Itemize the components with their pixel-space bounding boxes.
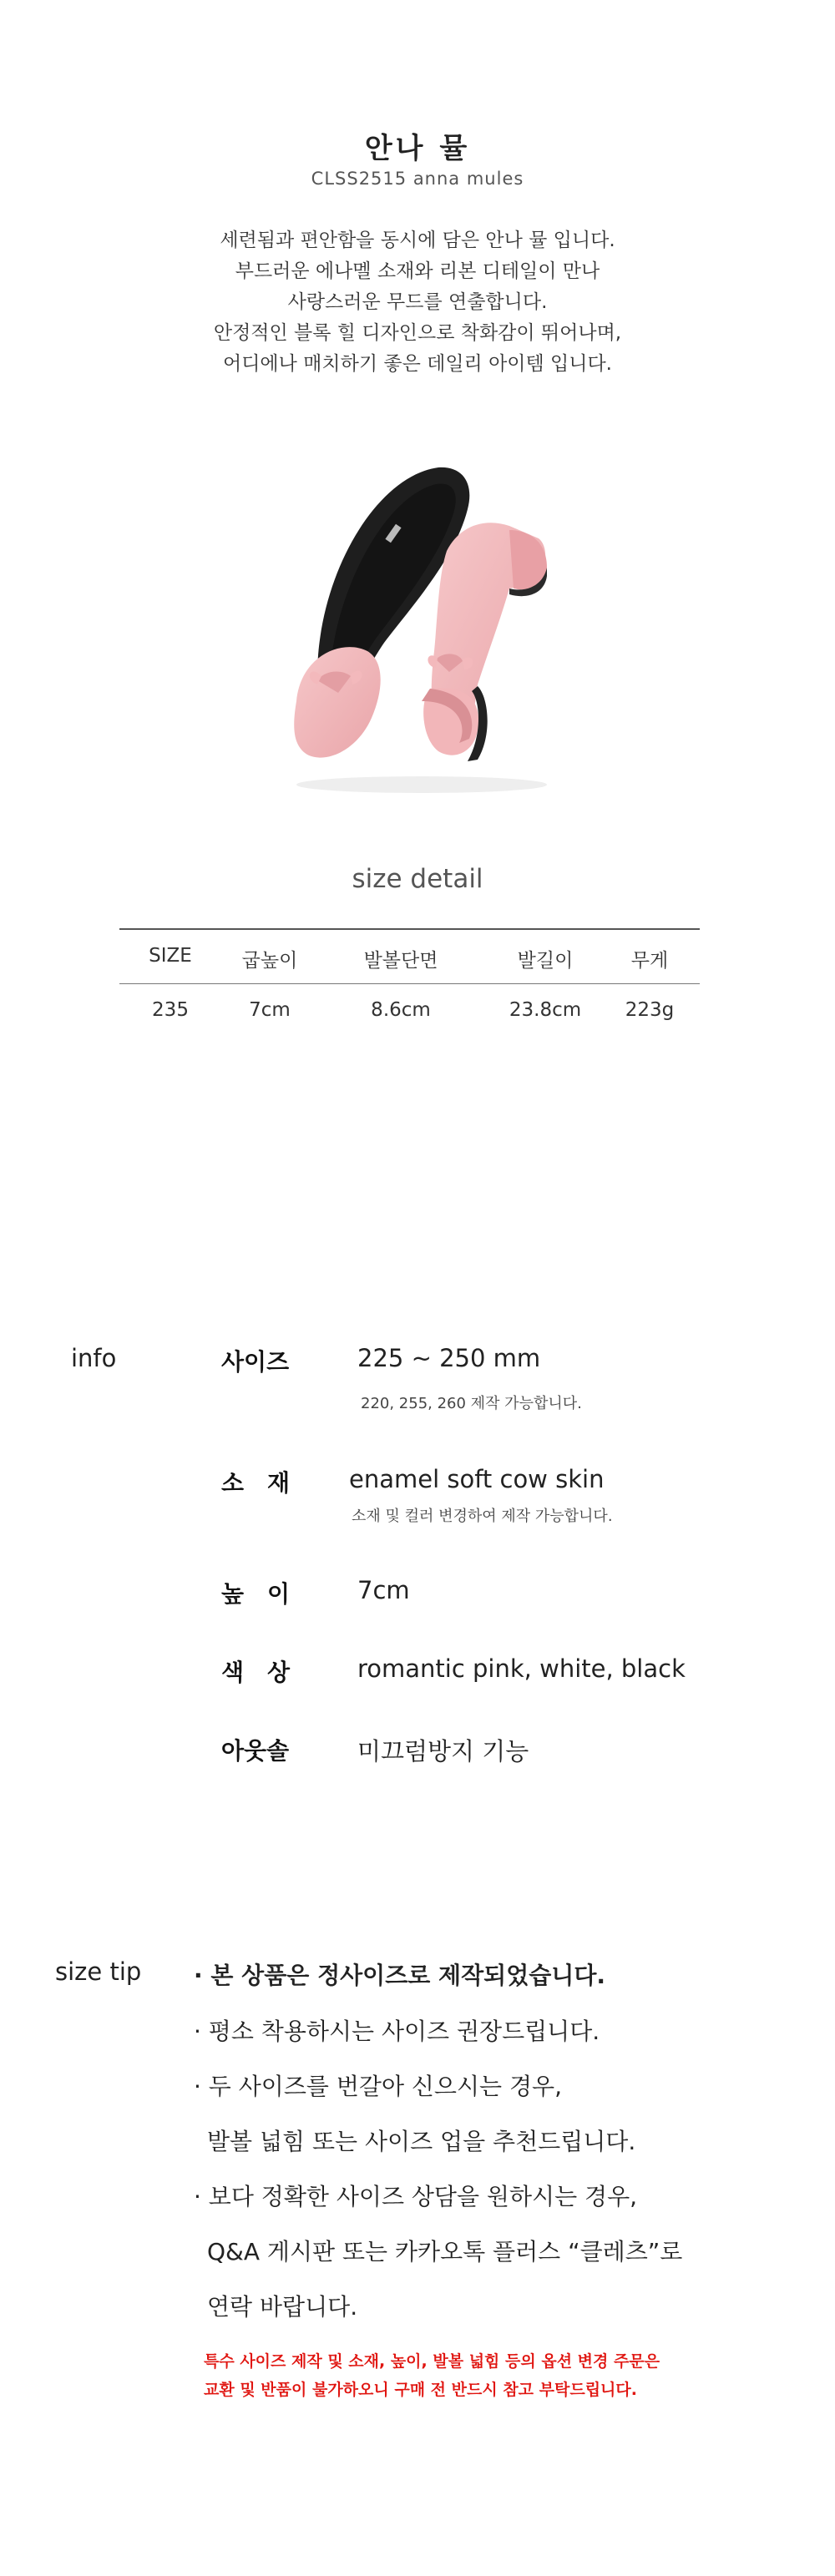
- size-tip-line: Q&A 게시판 또는 카카오톡 플러스 “클레츠”로: [207, 2238, 683, 2265]
- size-tip-line: 발볼 넓힘 또는 사이즈 업을 추천드립니다.: [207, 2128, 636, 2155]
- header-cell: 발볼단면: [363, 950, 438, 972]
- info-value-size: 225 ~ 250 mm: [357, 1344, 541, 1372]
- info-label-size: 사이즈: [221, 1348, 290, 1376]
- table-cell: 23.8cm: [509, 999, 582, 1021]
- description-line: 어디에나 매치하기 좋은 데일리 아이템 입니다.: [222, 353, 612, 375]
- size-tip-line: · 본 상품은 정사이즈로 제작되었습니다.: [194, 1962, 606, 1989]
- size-tip-line: · 보다 정확한 사이즈 상담을 원하시는 경우,: [194, 2183, 638, 2210]
- info-label-height: 높 이: [221, 1580, 291, 1608]
- info-note-material: 소재 및 컬러 변경하여 제작 가능합니다.: [352, 1508, 613, 1525]
- table-cell: 7cm: [249, 999, 291, 1021]
- table-header-row: [119, 930, 700, 983]
- table-cell: 223g: [625, 999, 675, 1021]
- table-row: [119, 984, 700, 1038]
- product-description: [0, 225, 835, 380]
- product-code: CLSS2515 anna mules: [311, 169, 524, 189]
- info-label-color: 색 상: [221, 1659, 291, 1686]
- warning-line: 교환 및 반품이 불가하오니 구매 전 반드시 참고 부탁드립니다.: [204, 2381, 637, 2399]
- description-line: 세련됨과 편안함을 동시에 담은 안나 뮬 입니다.: [220, 230, 615, 251]
- info-heading: info: [71, 1344, 117, 1372]
- product-image: [259, 451, 584, 801]
- info-label-material: 소 재: [221, 1469, 291, 1497]
- info-label-outsole: 아웃솔: [221, 1737, 290, 1765]
- info-value-color: romantic pink, white, black: [357, 1654, 686, 1683]
- product-title: 안나 뮬: [364, 132, 471, 165]
- size-detail-table: [119, 928, 700, 1038]
- warning-line: 특수 사이즈 제작 및 소재, 높이, 발볼 넓힘 등의 옵션 변경 주문은: [204, 2352, 660, 2371]
- size-detail-heading: size detail: [352, 864, 483, 894]
- table-cell: 235: [152, 999, 189, 1021]
- header-cell: 굽높이: [241, 950, 298, 972]
- size-tip-line: 연락 바랍니다.: [207, 2293, 358, 2321]
- table-cell: 8.6cm: [371, 999, 431, 1021]
- size-tip-line: · 두 사이즈를 번갈아 신으시는 경우,: [194, 2073, 562, 2100]
- info-value-material: enamel soft cow skin: [349, 1465, 605, 1493]
- size-tip-line: · 평소 착용하시는 사이즈 권장드립니다.: [194, 2018, 600, 2045]
- description-line: 안정적인 블록 힐 디자인으로 착화감이 뛰어나며,: [213, 322, 622, 344]
- info-value-outsole: 미끄럼방지 기능: [357, 1737, 529, 1765]
- header-cell: 무게: [630, 950, 669, 972]
- header-cell: SIZE: [149, 945, 192, 967]
- info-note-size: 220, 255, 260 제작 가능합니다.: [361, 1395, 582, 1412]
- description-line: 사랑스러운 무드를 연출합니다.: [287, 291, 548, 313]
- description-line: 부드러운 에나멜 소재와 리본 디테일이 만나: [235, 260, 600, 282]
- info-value-height: 7cm: [357, 1576, 410, 1604]
- header-cell: 발길이: [517, 950, 574, 972]
- size-tip-heading: size tip: [55, 1957, 142, 1986]
